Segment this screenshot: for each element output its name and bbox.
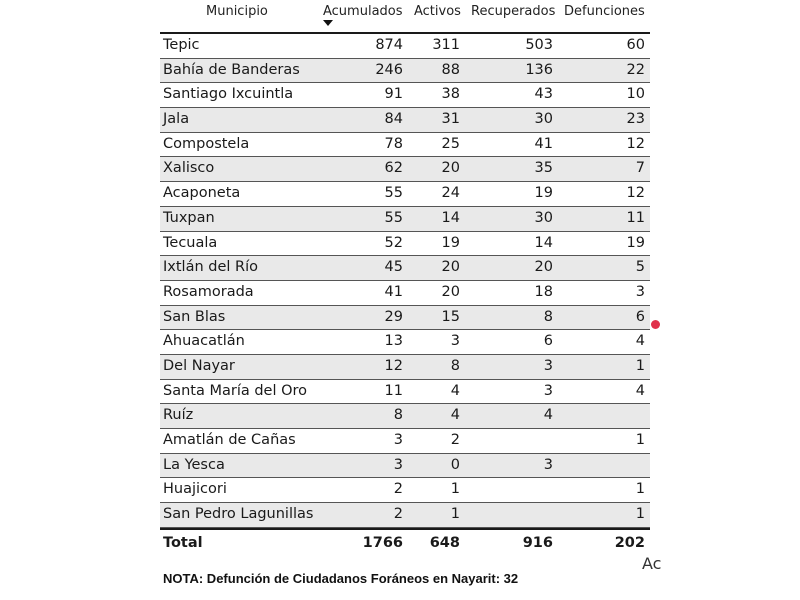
cell-acumulados: 12 [384,357,403,374]
total-defunciones: 202 [614,534,645,551]
cell-recuperados: 6 [543,333,553,350]
table-row[interactable] [160,232,650,257]
table-row[interactable] [160,108,650,133]
cell-activos: 3 [450,333,460,350]
table-row[interactable] [160,34,650,59]
cell-recuperados: 19 [534,185,553,202]
cell-municipio: La Yesca [163,456,225,473]
cell-municipio: Amatlán de Cañas [163,432,296,448]
table-body [160,34,650,528]
cell-municipio: Bahía de Banderas [163,61,300,78]
cell-acumulados: 41 [384,283,403,300]
cell-acumulados: 62 [384,160,403,177]
cell-acumulados: 52 [384,234,403,251]
total-recuperados: 916 [522,534,553,551]
cell-defunciones: 1 [635,357,645,374]
cell-municipio: Tepic [163,37,200,53]
cell-defunciones: 7 [635,160,645,177]
header-defunciones[interactable]: Defunciones [564,4,645,19]
cell-municipio: Ahuacatlán [163,333,245,350]
cell-activos: 38 [441,86,460,103]
table-row[interactable] [160,429,650,454]
cell-defunciones: 23 [626,111,645,128]
header-municipio[interactable]: Municipio [206,4,268,19]
table-row[interactable] [160,182,650,207]
cell-acumulados: 11 [384,382,403,399]
cell-defunciones: 4 [635,382,645,399]
cell-recuperados: 8 [543,308,553,325]
table-row[interactable] [160,454,650,479]
cell-activos: 1 [450,506,460,523]
cell-municipio: San Blas [163,308,226,325]
total-row [160,528,650,556]
cell-recuperados: 503 [525,37,553,53]
cell-municipio: Ruíz [163,407,194,424]
cell-acumulados: 2 [393,481,403,498]
cell-recuperados: 43 [534,86,553,103]
cell-recuperados: 41 [534,135,553,152]
table-row[interactable] [160,503,650,528]
cell-recuperados: 30 [534,111,553,128]
cell-activos: 8 [450,357,460,374]
cell-recuperados: 18 [534,283,553,300]
cell-acumulados: 8 [393,407,403,424]
cell-acumulados: 55 [384,185,403,202]
cell-recuperados: 3 [543,382,553,399]
table-row[interactable] [160,355,650,380]
cell-acumulados: 2 [393,506,403,523]
cell-activos: 15 [441,308,460,325]
cell-municipio: Xalisco [163,160,215,177]
cell-acumulados: 84 [384,111,403,128]
cell-acumulados: 29 [384,308,403,325]
cell-acumulados: 91 [384,86,403,103]
sort-descending-icon [323,20,333,26]
cell-municipio: Tecuala [163,234,218,251]
cell-acumulados: 3 [393,456,403,473]
total-acumulados: 1766 [362,534,403,551]
cell-defunciones: 4 [635,333,645,350]
cell-acumulados: 45 [384,259,403,276]
cell-municipio: Tuxpan [163,209,215,226]
cell-municipio: Jala [163,111,190,128]
cell-defunciones: 6 [635,308,645,325]
table-row[interactable] [160,83,650,108]
cell-defunciones: 10 [626,86,645,103]
cell-activos: 20 [441,160,460,177]
cell-activos: 2 [450,432,460,448]
cell-acumulados: 3 [393,432,403,448]
table-row[interactable] [160,157,650,182]
cell-municipio: Huajicori [163,481,227,498]
total-label: Total [163,534,203,551]
cell-defunciones: 1 [635,506,645,523]
table-row[interactable] [160,404,650,429]
table-row[interactable] [160,306,650,331]
covid-table [160,0,650,556]
cell-recuperados: 3 [543,357,553,374]
cell-recuperados: 136 [525,61,553,78]
table-row[interactable] [160,380,650,405]
cell-activos: 4 [450,407,460,424]
cell-municipio: Acaponeta [163,185,241,202]
cell-activos: 20 [441,259,460,276]
header-acumulados[interactable]: Acumulados [323,4,403,19]
cell-activos: 311 [432,37,460,53]
cell-municipio: Rosamorada [163,283,254,300]
cut-off-label: Ac [642,554,662,573]
table-row[interactable] [160,330,650,355]
cell-acumulados: 55 [384,209,403,226]
cell-acumulados: 13 [384,333,403,350]
cell-defunciones: 12 [626,135,645,152]
cell-municipio: San Pedro Lagunillas [163,506,314,523]
cell-acumulados: 78 [384,135,403,152]
cell-municipio: Del Nayar [163,357,235,374]
cell-recuperados: 20 [534,259,553,276]
cell-recuperados: 4 [543,407,553,424]
total-activos: 648 [429,534,460,551]
red-dot-marker [651,320,660,329]
note-text: NOTA: Defunción de Ciudadanos Foráneos en Nayarit: 32 [163,571,519,586]
cell-municipio: Compostela [163,135,250,152]
cell-defunciones: 11 [626,209,645,226]
header-recuperados[interactable]: Recuperados [471,4,556,19]
table-header [160,0,650,34]
cell-activos: 14 [441,209,460,226]
table-row[interactable] [160,281,650,306]
cell-defunciones: 19 [626,234,645,251]
cell-activos: 19 [441,234,460,251]
cell-municipio: Ixtlán del Río [163,259,258,276]
cell-activos: 0 [450,456,460,473]
cell-recuperados: 14 [534,234,553,251]
table-row[interactable] [160,207,650,232]
cell-defunciones: 3 [635,283,645,300]
cell-municipio: Santiago Ixcuintla [163,86,294,103]
table-row[interactable] [160,133,650,158]
cell-recuperados: 35 [534,160,553,177]
cell-defunciones: 1 [635,432,645,448]
cell-defunciones: 22 [626,61,645,78]
cell-recuperados: 30 [534,209,553,226]
cell-acumulados: 874 [375,37,403,53]
cell-recuperados: 3 [543,456,553,473]
cell-activos: 24 [441,185,460,202]
cell-activos: 25 [441,135,460,152]
table-row[interactable] [160,478,650,503]
cell-acumulados: 246 [375,61,403,78]
cell-activos: 20 [441,283,460,300]
cell-activos: 1 [450,481,460,498]
cell-activos: 31 [441,111,460,128]
table-row[interactable] [160,59,650,84]
cell-defunciones: 12 [626,185,645,202]
cell-activos: 4 [450,382,460,399]
table-row[interactable] [160,256,650,281]
cell-activos: 88 [441,61,460,78]
header-activos[interactable]: Activos [414,4,461,19]
cell-defunciones: 5 [635,259,645,276]
cell-defunciones: 1 [635,481,645,498]
cell-municipio: Santa María del Oro [163,382,308,399]
cell-defunciones: 60 [626,37,645,53]
